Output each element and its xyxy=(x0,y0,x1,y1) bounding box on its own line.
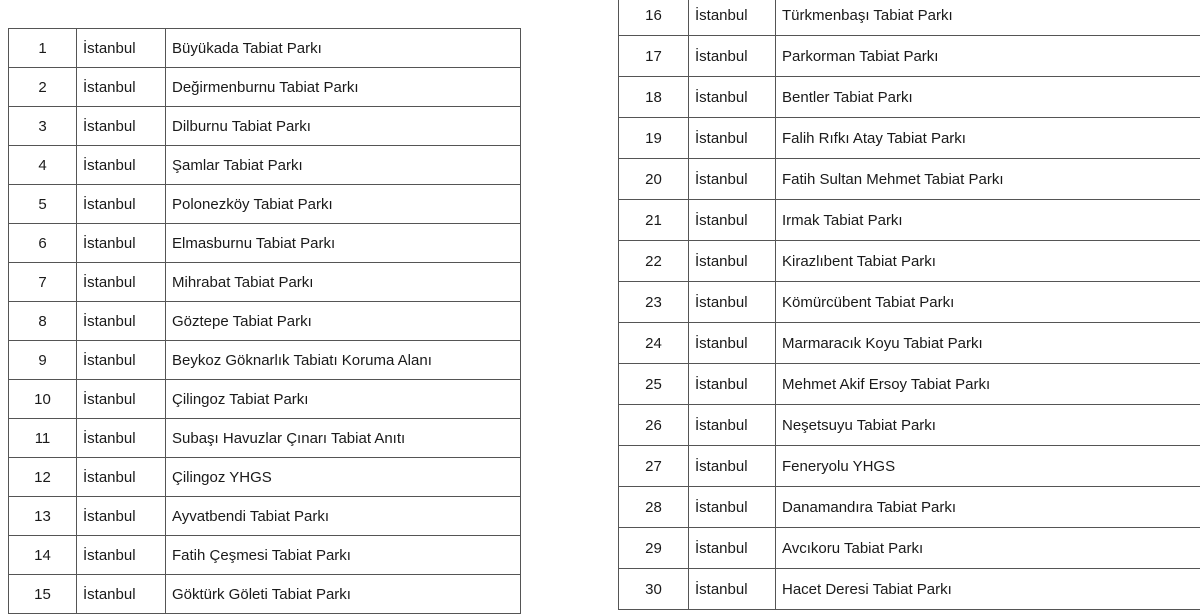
city-cell: İstanbul xyxy=(689,528,776,569)
table-row xyxy=(9,146,521,185)
city-cell: İstanbul xyxy=(689,446,776,487)
table-row xyxy=(9,107,521,146)
table-row xyxy=(9,458,521,497)
row-number-cell: 8 xyxy=(9,302,77,341)
city-cell: İstanbul xyxy=(689,36,776,77)
table-row xyxy=(9,185,521,224)
row-number-cell: 10 xyxy=(9,380,77,419)
city-cell: İstanbul xyxy=(689,569,776,610)
park-name-cell: Irmak Tabiat Parkı xyxy=(776,200,1200,241)
park-name-cell: Kirazlıbent Tabiat Parkı xyxy=(776,241,1200,282)
row-number-cell: 7 xyxy=(9,263,77,302)
table-row xyxy=(619,36,1200,77)
table-row xyxy=(9,263,521,302)
right-table-body xyxy=(619,0,1200,610)
row-number-cell: 27 xyxy=(619,446,689,487)
city-cell: İstanbul xyxy=(77,497,166,536)
city-cell: İstanbul xyxy=(77,107,166,146)
row-number-cell: 28 xyxy=(619,487,689,528)
table-row xyxy=(619,200,1200,241)
park-name-cell: Şamlar Tabiat Parkı xyxy=(166,146,521,185)
city-cell: İstanbul xyxy=(77,185,166,224)
park-name-cell: Çilingoz YHGS xyxy=(166,458,521,497)
city-cell: İstanbul xyxy=(77,458,166,497)
row-number-cell: 18 xyxy=(619,77,689,118)
table-row xyxy=(619,364,1200,405)
park-name-cell: Marmaracık Koyu Tabiat Parkı xyxy=(776,323,1200,364)
table-row xyxy=(619,405,1200,446)
row-number-cell: 29 xyxy=(619,528,689,569)
row-number-cell: 14 xyxy=(9,536,77,575)
row-number-cell: 20 xyxy=(619,159,689,200)
park-name-cell: Değirmenburnu Tabiat Parkı xyxy=(166,68,521,107)
park-name-cell: Neşetsuyu Tabiat Parkı xyxy=(776,405,1200,446)
city-cell: İstanbul xyxy=(689,77,776,118)
row-number-cell: 4 xyxy=(9,146,77,185)
park-name-cell: Subaşı Havuzlar Çınarı Tabiat Anıtı xyxy=(166,419,521,458)
table-row xyxy=(619,159,1200,200)
table-row xyxy=(619,487,1200,528)
park-name-cell: Çilingoz Tabiat Parkı xyxy=(166,380,521,419)
city-cell: İstanbul xyxy=(77,263,166,302)
city-cell: İstanbul xyxy=(689,282,776,323)
table-row xyxy=(9,302,521,341)
city-cell: İstanbul xyxy=(77,419,166,458)
row-number-cell: 21 xyxy=(619,200,689,241)
table-row xyxy=(619,241,1200,282)
row-number-cell: 1 xyxy=(9,29,77,68)
row-number-cell: 3 xyxy=(9,107,77,146)
park-name-cell: Parkorman Tabiat Parkı xyxy=(776,36,1200,77)
city-cell: İstanbul xyxy=(77,302,166,341)
city-cell: İstanbul xyxy=(689,0,776,36)
row-number-cell: 26 xyxy=(619,405,689,446)
row-number-cell: 22 xyxy=(619,241,689,282)
park-name-cell: Bentler Tabiat Parkı xyxy=(776,77,1200,118)
table-row xyxy=(619,118,1200,159)
table-row xyxy=(9,380,521,419)
table-row xyxy=(9,68,521,107)
table-row xyxy=(9,497,521,536)
city-cell: İstanbul xyxy=(77,224,166,263)
park-name-cell: Avcıkoru Tabiat Parkı xyxy=(776,528,1200,569)
park-name-cell: Falih Rıfkı Atay Tabiat Parkı xyxy=(776,118,1200,159)
city-cell: İstanbul xyxy=(689,323,776,364)
city-cell: İstanbul xyxy=(77,380,166,419)
park-name-cell: Fatih Sultan Mehmet Tabiat Parkı xyxy=(776,159,1200,200)
row-number-cell: 2 xyxy=(9,68,77,107)
city-cell: İstanbul xyxy=(689,118,776,159)
city-cell: İstanbul xyxy=(77,146,166,185)
row-number-cell: 23 xyxy=(619,282,689,323)
table-row xyxy=(9,224,521,263)
table-row xyxy=(619,77,1200,118)
park-name-cell: Elmasburnu Tabiat Parkı xyxy=(166,224,521,263)
row-number-cell: 19 xyxy=(619,118,689,159)
table-row xyxy=(619,282,1200,323)
row-number-cell: 5 xyxy=(9,185,77,224)
table-row xyxy=(9,341,521,380)
park-name-cell: Ayvatbendi Tabiat Parkı xyxy=(166,497,521,536)
city-cell: İstanbul xyxy=(77,575,166,614)
table-row xyxy=(619,528,1200,569)
row-number-cell: 6 xyxy=(9,224,77,263)
city-cell: İstanbul xyxy=(77,341,166,380)
city-cell: İstanbul xyxy=(689,487,776,528)
park-name-cell: Feneryolu YHGS xyxy=(776,446,1200,487)
row-number-cell: 15 xyxy=(9,575,77,614)
row-number-cell: 11 xyxy=(9,419,77,458)
row-number-cell: 25 xyxy=(619,364,689,405)
row-number-cell: 17 xyxy=(619,36,689,77)
table-row xyxy=(619,569,1200,610)
park-name-cell: Danamandıra Tabiat Parkı xyxy=(776,487,1200,528)
city-cell: İstanbul xyxy=(689,241,776,282)
city-cell: İstanbul xyxy=(77,29,166,68)
table-row xyxy=(9,29,521,68)
park-name-cell: Göktürk Göleti Tabiat Parkı xyxy=(166,575,521,614)
city-cell: İstanbul xyxy=(77,68,166,107)
city-cell: İstanbul xyxy=(689,159,776,200)
park-name-cell: Türkmenbaşı Tabiat Parkı xyxy=(776,0,1200,36)
row-number-cell: 12 xyxy=(9,458,77,497)
row-number-cell: 30 xyxy=(619,569,689,610)
park-name-cell: Polonezköy Tabiat Parkı xyxy=(166,185,521,224)
park-name-cell: Büyükada Tabiat Parkı xyxy=(166,29,521,68)
city-cell: İstanbul xyxy=(689,200,776,241)
row-number-cell: 9 xyxy=(9,341,77,380)
table-row xyxy=(619,323,1200,364)
table-row xyxy=(619,446,1200,487)
row-number-cell: 13 xyxy=(9,497,77,536)
park-name-cell: Kömürcübent Tabiat Parkı xyxy=(776,282,1200,323)
table-row xyxy=(9,536,521,575)
right-parks-table xyxy=(618,0,1200,610)
park-name-cell: Hacet Deresi Tabiat Parkı xyxy=(776,569,1200,610)
row-number-cell: 24 xyxy=(619,323,689,364)
table-row xyxy=(9,575,521,614)
row-number-cell: 16 xyxy=(619,0,689,36)
city-cell: İstanbul xyxy=(77,536,166,575)
city-cell: İstanbul xyxy=(689,405,776,446)
park-name-cell: Mehmet Akif Ersoy Tabiat Parkı xyxy=(776,364,1200,405)
park-name-cell: Beykoz Göknarlık Tabiatı Koruma Alanı xyxy=(166,341,521,380)
park-name-cell: Göztepe Tabiat Parkı xyxy=(166,302,521,341)
park-name-cell: Mihrabat Tabiat Parkı xyxy=(166,263,521,302)
park-name-cell: Dilburnu Tabiat Parkı xyxy=(166,107,521,146)
city-cell: İstanbul xyxy=(689,364,776,405)
table-row xyxy=(9,419,521,458)
left-table-body xyxy=(9,29,521,614)
table-row xyxy=(619,0,1200,36)
left-parks-table xyxy=(8,28,521,614)
park-name-cell: Fatih Çeşmesi Tabiat Parkı xyxy=(166,536,521,575)
